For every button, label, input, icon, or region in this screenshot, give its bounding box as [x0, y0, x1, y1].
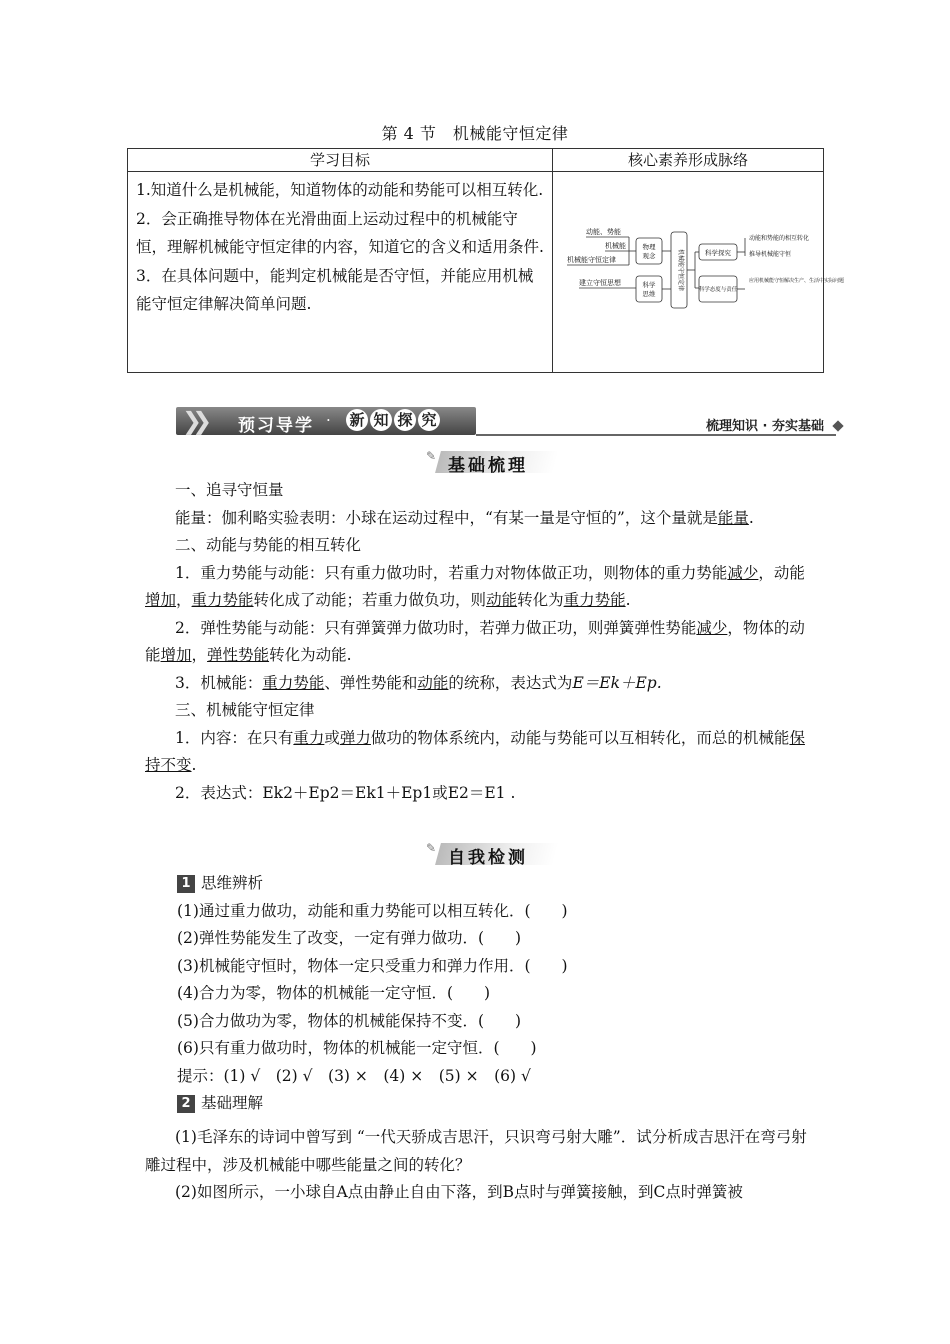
question-2: (2)如图所示，一小球自A点由静止自由下落，到B点时与弹簧接触，到C点时弹簧被	[175, 1183, 743, 1201]
question-1: (1)毛泽东的诗词中曾写到 “一代天骄成吉思汗，只识弯弓射大雕”．试分析成吉思汗在弯弓射雕过程中，涉及机械能中哪些能量之间的转化？	[145, 1128, 807, 1174]
para-gravity: 1．重力势能与动能：只有重力做功时，若重力对物体做正功，则物体的重力势能减少，动能增加，重力势能转化成了动能；若重力做负功，则动能转化为重力势能.	[145, 563, 805, 609]
check-block	[177, 870, 820, 1118]
para-expression: 2．表达式：Ek2＋Ep2＝Ek1＋Ep1或E2＝E1 .	[175, 783, 516, 802]
heading-3: 三、机械能守恒定律	[175, 701, 315, 719]
banner-title: 预习导学	[238, 416, 314, 436]
section-heading-basics: ✎ 基础梳理	[426, 449, 566, 473]
goal-2: 2．会正确推导物体在光滑曲面上运动过程中的机械能守恒，理解机械能守恒定律的内容，知道它的含义和适用条件.	[136, 209, 544, 256]
item-2: (2)弹性势能发生了改变，一定有弹力做功．( )	[177, 929, 522, 947]
map-left2: 机械能	[605, 242, 626, 250]
subhead-judge: 1 思维辨析	[177, 870, 820, 898]
para-elastic: 2．弹性势能与动能：只有弹簧弹力做功时，若弹力做正功，则弹簧弹性势能减少，物体的动能增加，弹性势能转化为动能.	[145, 618, 805, 664]
objectives-table	[127, 148, 845, 373]
banner-char: 新	[346, 409, 368, 431]
subhead-understand: 2 基础理解	[177, 1090, 820, 1118]
map-r2: 科学态度与责任	[698, 287, 738, 293]
para-mech: 3．机械能：重力势能、弹性势能和动能的统称，表达式为E＝Ek＋Ep.	[175, 673, 662, 692]
map-r1: 科学探究	[705, 249, 731, 257]
sparkle-icon: ✎	[426, 841, 437, 855]
banner-char: 究	[418, 409, 440, 431]
banner-char: 探	[394, 409, 416, 431]
item-3: (3)机械能守恒时，物体一定只受重力和弹力作用．( )	[177, 956, 568, 975]
questions-block	[145, 1124, 820, 1207]
heading-2: 二、动能与势能的相互转化	[175, 536, 362, 554]
goal-3: 3．在具体问题中，能判定机械能是否守恒，并能应用机械能守恒定律解决简单问题.	[136, 266, 534, 313]
banner-subtitle	[346, 409, 440, 431]
page-title: 第 4 节 机械能守恒定律	[381, 124, 569, 143]
item-4: (4)合力为零，物体的机械能一定守恒．( )	[177, 984, 491, 1002]
map-r4: 推导机械能守恒	[749, 251, 792, 258]
map-box1: 物理观念	[642, 243, 656, 260]
concept-map	[553, 172, 845, 368]
content-block	[145, 477, 820, 807]
head-goals: 学习目标	[128, 149, 553, 172]
goal-1: 1.知道什么是机械能，知道物体的动能和势能可以相互转化.	[136, 181, 544, 199]
item-1: (1)通过重力做功，动能和重力势能可以相互转化．( )	[177, 901, 568, 920]
banner-char: 知	[370, 409, 392, 431]
map-r3: 动能和势能的相互转化	[749, 235, 810, 242]
diamond-icon	[832, 420, 843, 431]
double-chevron-icon: ❯❯	[182, 407, 203, 435]
map-center: 机械能守恒定律	[677, 248, 684, 292]
para-law: 1．内容：在只有重力或弹力做功的物体系统内，动能与势能可以互相转化，而总的机械能保持不变.	[145, 728, 805, 774]
concept-map-cell	[553, 172, 845, 373]
map-left3: 机械能守恒定律	[567, 256, 616, 264]
item-5: (5)合力做功为零，物体的机械能保持不变．( )	[177, 1011, 522, 1030]
map-box2: 科学思维	[642, 281, 656, 298]
heading-1: 一、追寻守恒量	[175, 481, 284, 499]
goals-cell	[128, 172, 553, 373]
item-6: (6)只有重力做功时，物体的机械能一定守恒．( )	[177, 1039, 537, 1057]
banner-dot: ·	[326, 411, 331, 429]
sparkle-icon: ✎	[426, 449, 437, 463]
map-left1: 动能、势能	[586, 228, 621, 236]
section-heading-check: ✎ 自我检测	[426, 841, 566, 865]
banner-rule	[476, 434, 836, 436]
map-r5: 应用机械能守恒解决生产、生活中实际问题	[749, 278, 845, 284]
hint: 提示：(1) √ (2) √ (3) × (4) × (5) × (6) √	[177, 1066, 531, 1085]
head-map: 核心素养形成脉络	[553, 149, 824, 172]
banner-tagline: 梳理知识 · 夯实基础	[706, 419, 824, 434]
para-energy: 能量：伽利略实验表明：小球在运动过程中，“有某一量是守恒的”，这个量就是能量.	[175, 508, 754, 527]
section-banner	[176, 403, 846, 439]
map-left4: 建立守恒思想	[579, 279, 621, 287]
